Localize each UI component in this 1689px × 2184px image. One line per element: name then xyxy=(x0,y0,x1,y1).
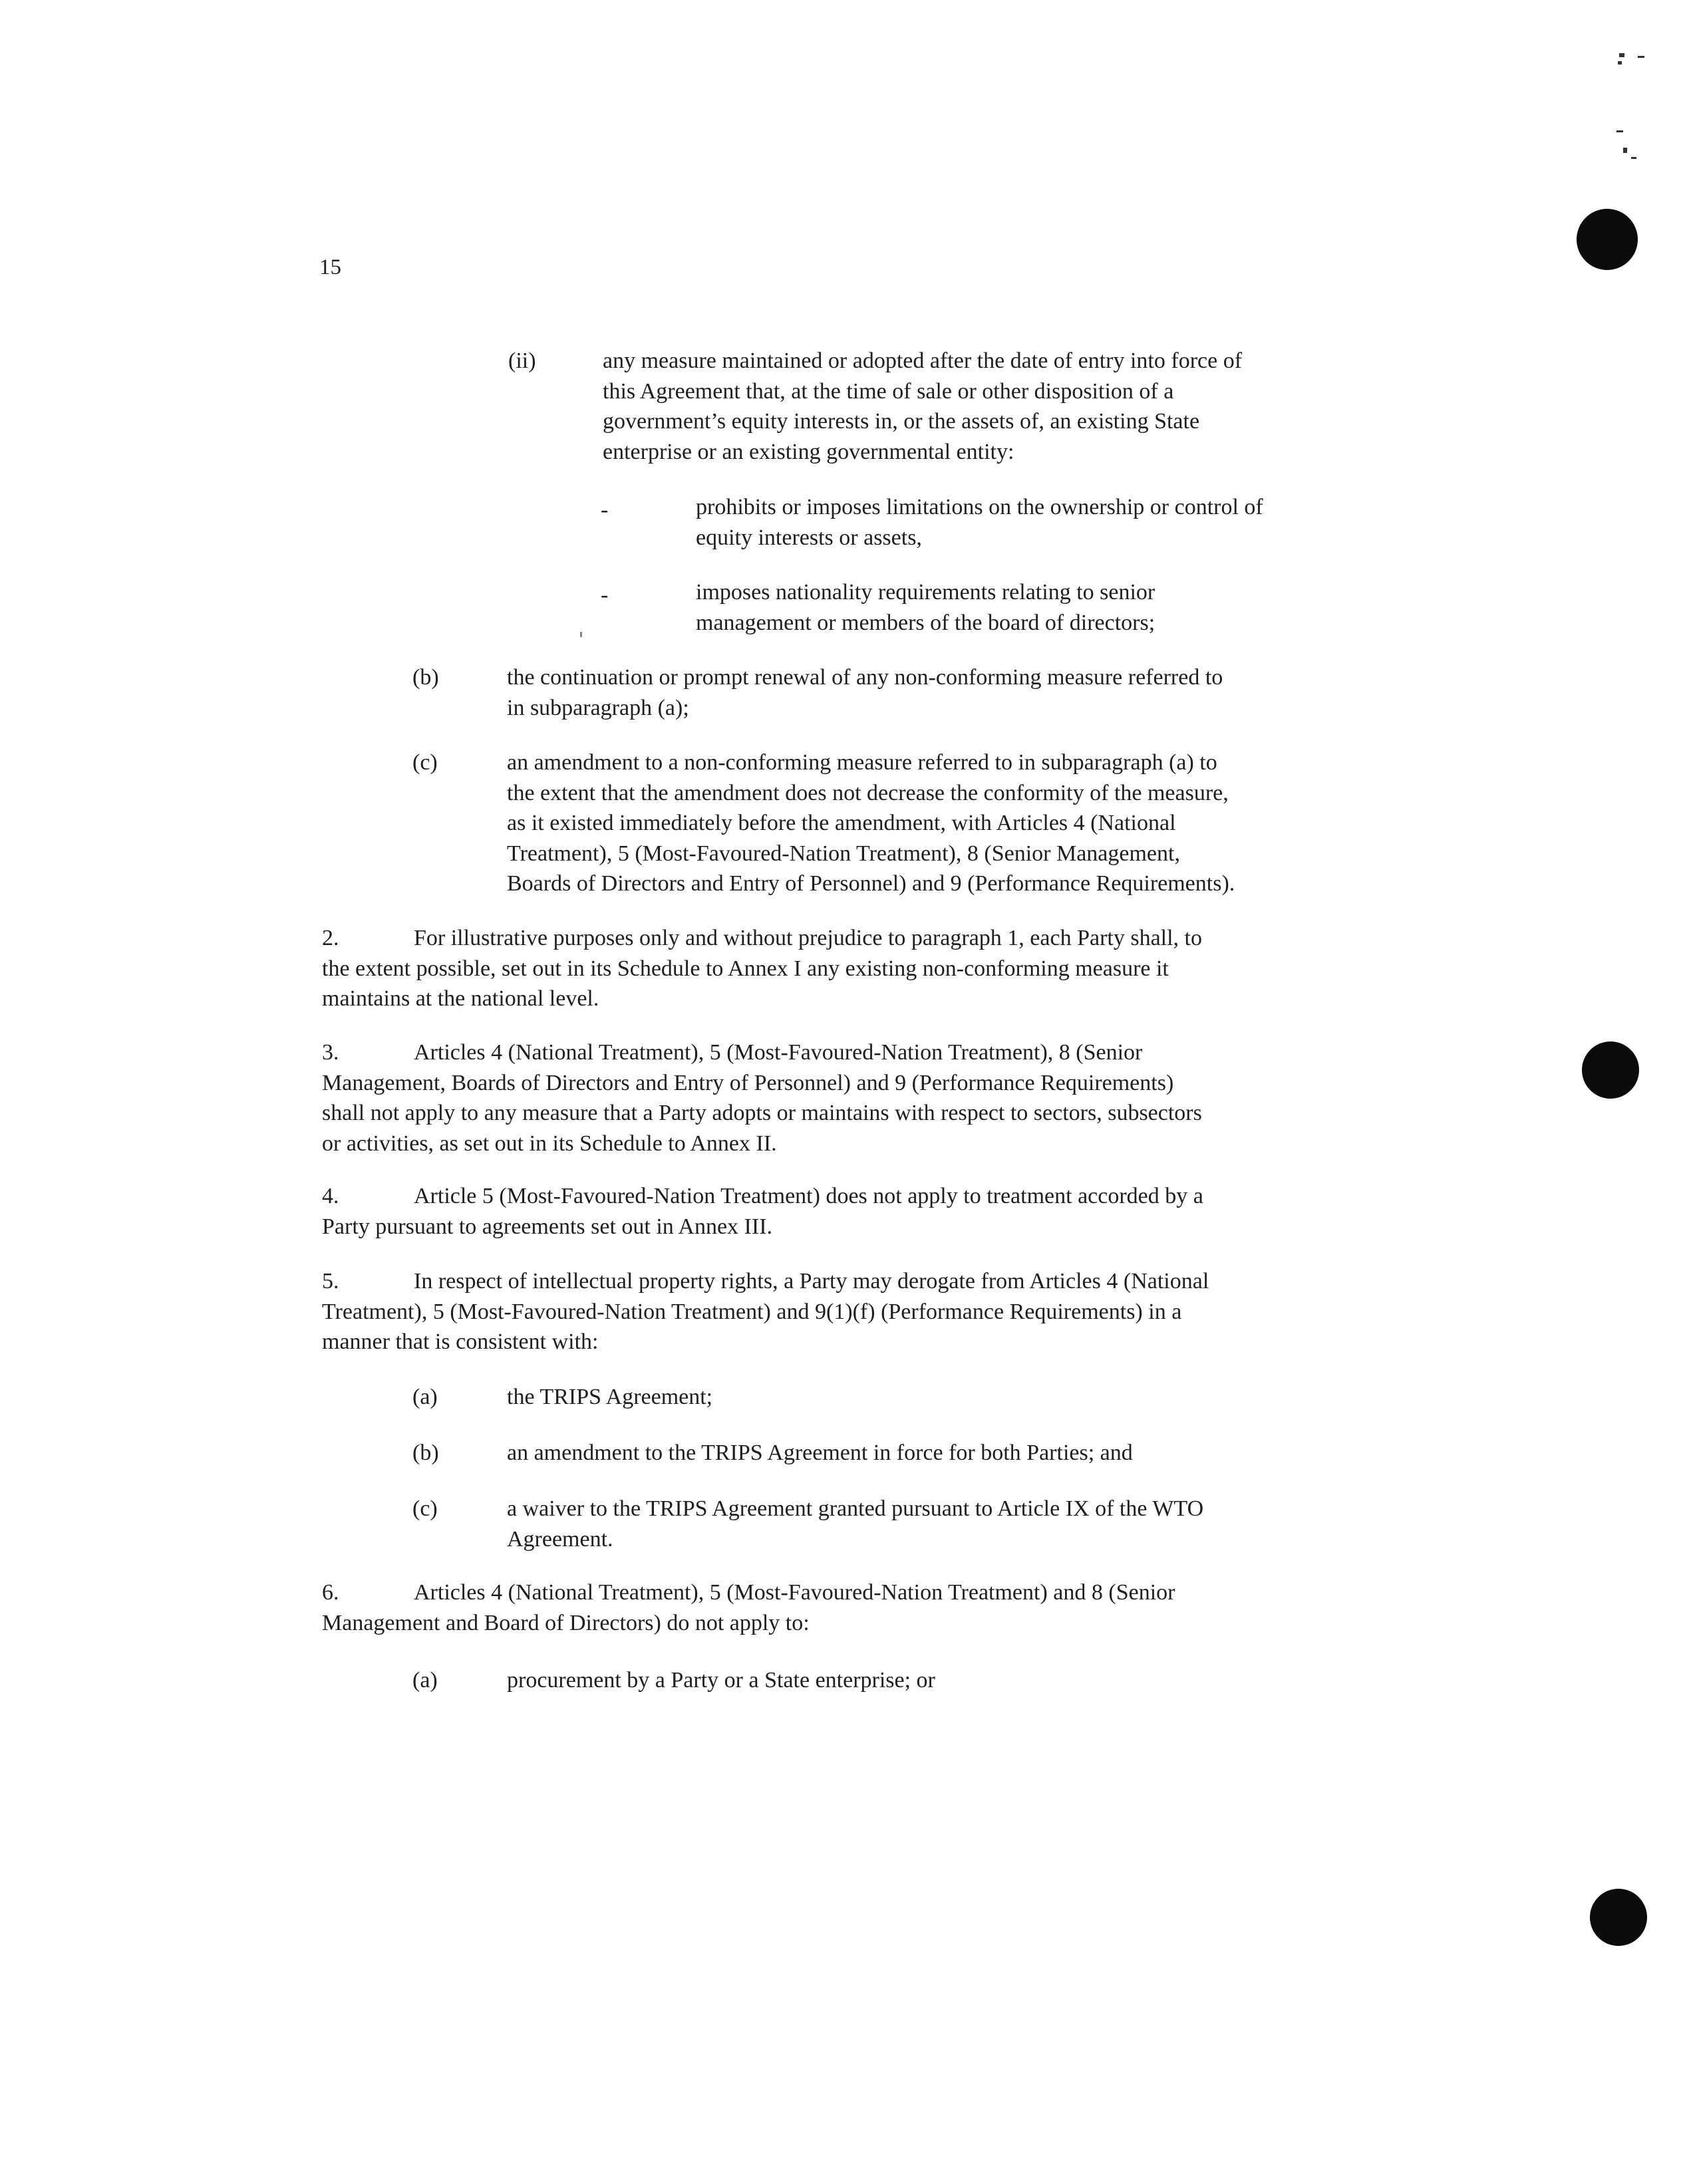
text-line: In respect of intellectual property rights, a Party may derogate from Articles 4 (National xyxy=(414,1269,1209,1294)
text-line: Boards of Directors and Entry of Personnel) and 9 (Performance Requirements). xyxy=(507,871,1235,896)
subparagraph-label: (c) xyxy=(412,1496,438,1521)
text-line: Articles 4 (National Treatment), 5 (Most-Favoured-Nation Treatment), 8 (Senior xyxy=(414,1040,1143,1065)
text-line: or activities, as set out in its Schedule to Annex II. xyxy=(322,1131,777,1156)
text-line: Treatment), 5 (Most-Favoured-Nation Treatment) and 9(1)(f) (Performance Requirements) in a xyxy=(322,1299,1182,1324)
text-line: an amendment to a non-conforming measure referred to in subparagraph (a) to xyxy=(507,750,1217,775)
text-line: For illustrative purposes only and without prejudice to paragraph 1, each Party shall, to xyxy=(414,926,1203,950)
text-line: the extent possible, set out in its Schedule to Annex I any existing non-conforming measure it xyxy=(322,956,1169,981)
scan-speck xyxy=(1619,53,1624,57)
punch-hole xyxy=(1590,1889,1647,1946)
text-line: shall not apply to any measure that a Party adopts or maintains with respect to sectors, subsectors xyxy=(322,1101,1202,1125)
scan-speck xyxy=(1638,56,1644,58)
text-line: a waiver to the TRIPS Agreement granted pursuant to Article IX of the WTO xyxy=(507,1496,1204,1521)
text-line: an amendment to the TRIPS Agreement in force for both Parties; and xyxy=(507,1440,1133,1465)
text-line: Articles 4 (National Treatment), 5 (Most-Favoured-Nation Treatment) and 8 (Senior xyxy=(414,1580,1175,1605)
paragraph-3 xyxy=(322,1037,1202,1159)
clause-text xyxy=(603,346,1242,467)
text-line: manner that is consistent with: xyxy=(322,1329,599,1354)
text-line: in subparagraph (a); xyxy=(507,695,689,720)
text-line: the continuation or prompt renewal of any non-conforming measure referred to xyxy=(507,665,1223,690)
paragraph-number: 3. xyxy=(322,1040,339,1065)
subparagraph-label: (c) xyxy=(412,750,438,775)
text-line: equity interests or assets, xyxy=(696,525,922,550)
text-line: prohibits or imposes limitations on the ownership or control of xyxy=(696,495,1263,519)
paragraph-6 xyxy=(322,1577,1175,1638)
paragraph-number: 6. xyxy=(322,1580,339,1605)
text-line: the TRIPS Agreement; xyxy=(507,1385,713,1409)
subparagraph-label: (a) xyxy=(412,1668,438,1693)
paragraph-2 xyxy=(322,923,1202,1014)
punch-hole xyxy=(1582,1041,1639,1099)
text-line: Treatment), 5 (Most-Favoured-Nation Treatment), 8 (Senior Management, xyxy=(507,841,1180,866)
text-line: any measure maintained or adopted after the date of entry into force of xyxy=(603,348,1243,373)
scan-speck xyxy=(1618,61,1622,65)
text-line: Management and Board of Directors) do not apply to: xyxy=(322,1610,810,1635)
bullet-marker: - xyxy=(601,497,609,522)
subparagraph-text xyxy=(507,1494,1203,1554)
text-line: maintains at the national level. xyxy=(322,986,599,1011)
text-line: imposes nationality requirements relating to senior xyxy=(696,580,1155,605)
text-line: enterprise or an existing governmental entity: xyxy=(603,439,1014,464)
text-line: government’s equity interests in, or the assets of, an existing State xyxy=(603,409,1200,434)
text-line: Management, Boards of Directors and Entry of Personnel) and 9 (Performance Requirements) xyxy=(322,1070,1174,1095)
punch-hole xyxy=(1577,209,1638,270)
subparagraph-label: (b) xyxy=(412,1440,439,1465)
text-line: Article 5 (Most-Favoured-Nation Treatment) does not apply to treatment accorded by a xyxy=(414,1184,1203,1208)
subparagraph-text xyxy=(507,1382,712,1413)
bullet-marker: - xyxy=(601,583,609,607)
subparagraph-text xyxy=(507,748,1235,899)
subparagraph-text xyxy=(507,1665,935,1696)
text-line: the extent that the amendment does not decrease the conformity of the measure, xyxy=(507,780,1229,805)
subparagraph-label: (b) xyxy=(412,665,439,690)
text-line: procurement by a Party or a State enterprise; or xyxy=(507,1668,935,1693)
scan-speck xyxy=(1631,157,1636,159)
paragraph-number: 2. xyxy=(322,926,339,950)
text-line: management or members of the board of directors; xyxy=(696,610,1155,635)
clause-label: (ii) xyxy=(508,348,536,373)
paragraph-4 xyxy=(322,1181,1203,1242)
subparagraph-text xyxy=(507,1438,1133,1468)
text-line: Agreement. xyxy=(507,1526,613,1552)
text-line: as it existed immediately before the amendment, with Articles 4 (National xyxy=(507,811,1176,835)
text-line: this Agreement that, at the time of sale or other disposition of a xyxy=(603,378,1174,404)
scan-speck xyxy=(1616,130,1623,132)
paragraph-5 xyxy=(322,1266,1209,1357)
subparagraph-text xyxy=(507,662,1223,723)
scan-speck xyxy=(580,632,582,637)
paragraph-number: 5. xyxy=(322,1269,339,1294)
subparagraph-label: (a) xyxy=(412,1385,438,1409)
bullet-text xyxy=(696,577,1155,638)
text-line: Party pursuant to agreements set out in Annex III. xyxy=(322,1214,773,1239)
paragraph-number: 4. xyxy=(322,1184,339,1208)
page-number: 15 xyxy=(319,255,341,279)
bullet-text xyxy=(696,492,1263,553)
scan-speck xyxy=(1623,148,1627,153)
